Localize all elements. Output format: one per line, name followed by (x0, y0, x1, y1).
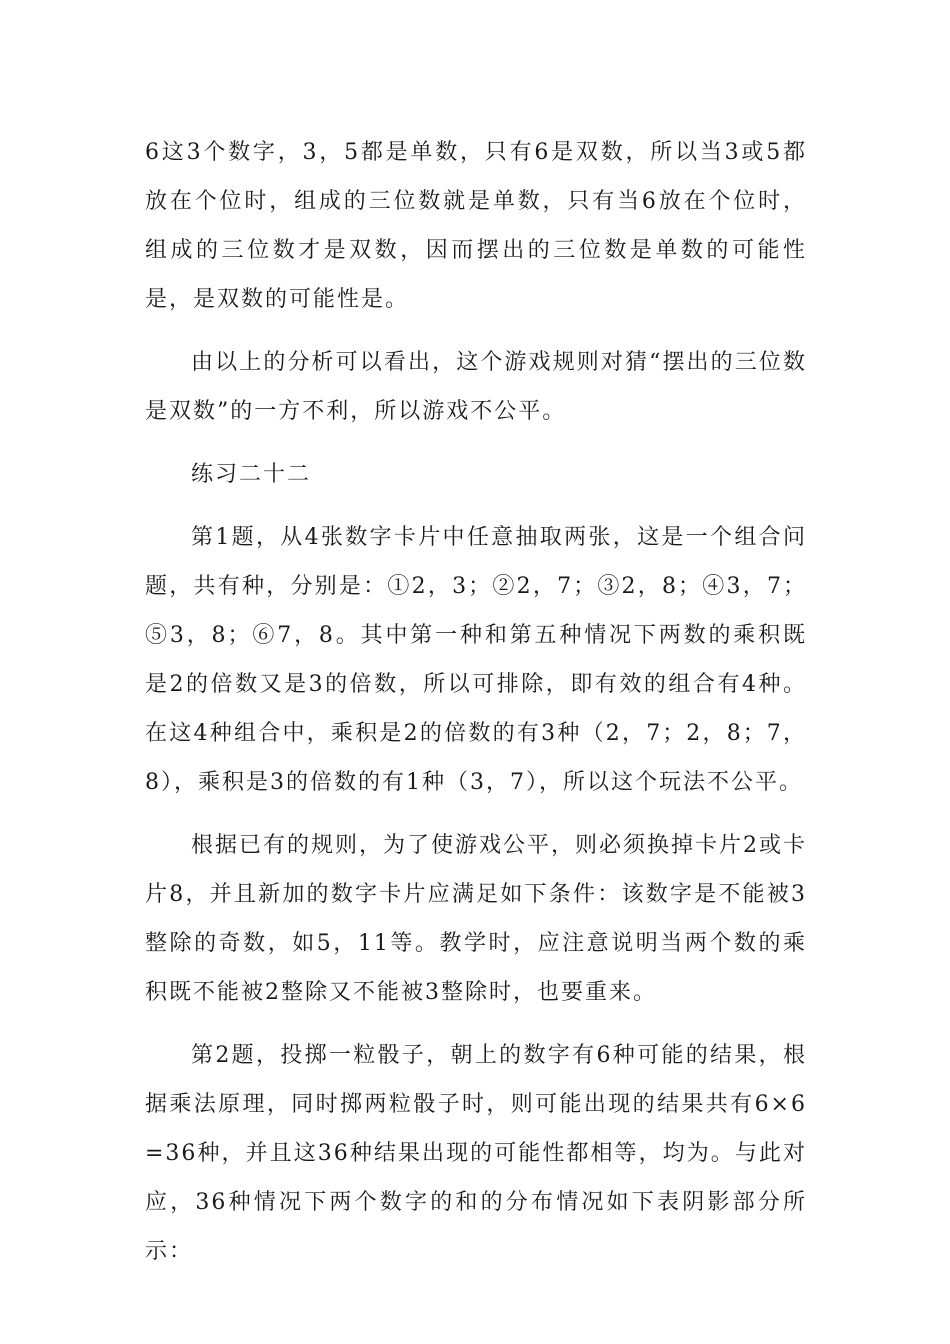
paragraph-2: 由以上的分析可以看出，这个游戏规则对猜“摆出的三位数是双数”的一方不利，所以游戏不公平。 (145, 350, 807, 424)
paragraph-1: 6这3个数字，3，5都是单数，只有6是双数，所以当3或5都放在个位时，组成的三位数就是单数，只有当6放在个位时，组成的三位数才是双数，因而摆出的三位数是单数的可能性是，是双数的可能性是。 (145, 140, 807, 312)
paragraph-4: 根据已有的规则，为了使游戏公平，则必须换掉卡片2或卡片8，并且新加的数字卡片应满足如下条件：该数字是不能被3整除的奇数，如5，11等。教学时，应注意说明当两个数的乘积既不能被2整除又不能被3整除时，也要重来。 (145, 833, 807, 1005)
paragraph-5: 第2题，投掷一粒骰子，朝上的数字有6种可能的结果，根据乘法原理，同时掷两粒骰子时，则可能出现的结果共有6×6=36种，并且这36种结果出现的可能性都相等，均为。与此对应，36种情况下两个数字的和的分布情况如下表阴影部分所示： (145, 1043, 807, 1264)
paragraph-3: 第1题，从4张数字卡片中任意抽取两张，这是一个组合问题，共有种，分别是：①2，3；②2，7；③2，8；④3，7；⑤3，8；⑥7，8。其中第一种和第五种情况下两数的乘积既是2的倍数又是3的倍数，所以可排除，即有效的组合有4种。在这4种组合中，乘积是2的倍数的有3种（2，7；2，8；7，8），乘积是3的倍数的有1种（3，7），所以这个玩法不公平。 (145, 525, 807, 795)
section-heading: 练习二十二 (191, 462, 312, 487)
document-body (145, 128, 807, 1290)
